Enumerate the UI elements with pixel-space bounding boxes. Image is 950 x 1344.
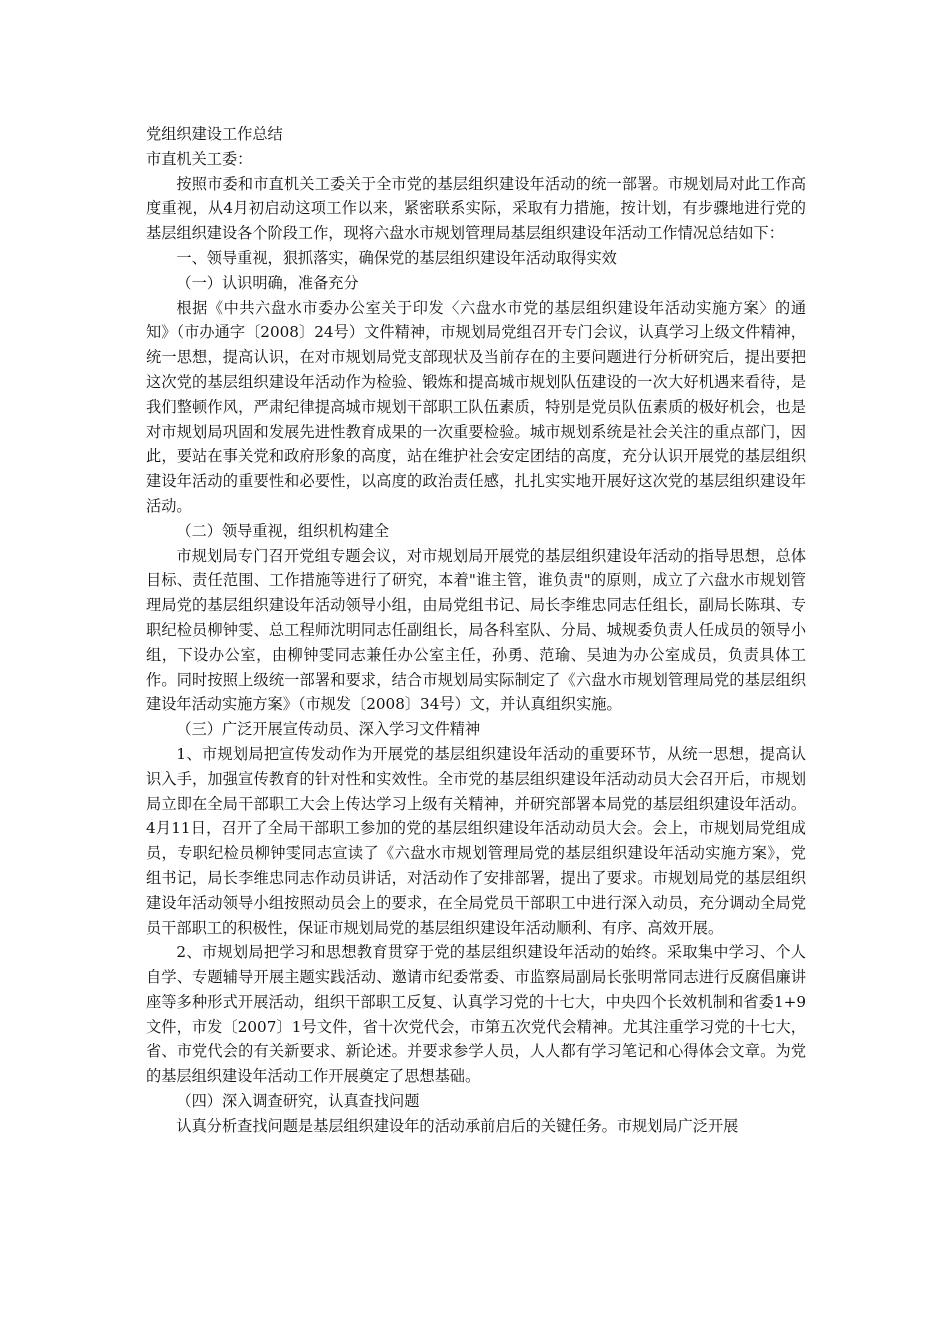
body-paragraph: 根据《中共六盘水市委办公室关于印发〈六盘水市党的基层组织建设年活动实施方案〉的通知》（市办通字〔2008〕24号）文件精神，市规划局党组召开专门会议，认真学习上级文件精神，统一思想，提高认识，在对市规划局党支部现状及当前存在的主要问题进行分析研究后，提出要把这次党的基层组织建设年活动作为检验、锻炼和提高城市规划队伍建设的一次大好机遇来看待，是我们整顿作风，严肃纪律提高城市规划干部职工队伍素质，特别是党员队伍素质的极好机会，也是对市规划局巩固和发展先进性教育成果的一次重要检验。城市规划系统是社会关注的重点部门，因此，要站在事关党和政府形象的高度，站在维护社会安定团结的高度，充分认识开展党的基层组织建设年活动的重要性和必要性，以高度的政治责任感，扎扎实实地开展好这次党的基层组织建设年活动。 xyxy=(146,298,806,515)
salutation: 市直机关工委： xyxy=(146,149,253,168)
section-heading-1: 一、领导重视，狠抓落实，确保党的基层组织建设年活动取得实效 xyxy=(176,248,617,267)
document-body xyxy=(146,122,806,1139)
body-paragraph: 1、市规划局把宣传发动作为开展党的基层组织建设年活动的重要环节，从统一思想，提高认识入手，加强宣传教育的针对性和实效性。全市党的基层组织建设年活动动员大会召开后，市规划局立即在全局干部职工大会上传达学习上级有关精神，并研究部署本局党的基层组织建设年活动。4月11日，召开了全局干部职工参加的党的基层组织建设年活动动员大会。会上，市规划局党组成员，专职纪检员柳钟雯同志宣读了《六盘水市规划管理局党的基层组织建设年活动实施方案》，党组书记，局长李维忠同志作动员讲话，对活动作了安排部署，提出了要求。市规划局党的基层组织建设年活动领导小组按照动员会上的要求，在全局党员干部职工中进行深入动员，充分调动全局党员干部职工的积极性，保证市规划局党的基层组织建设年活动顺利、有序、高效开展。 xyxy=(146,744,806,937)
body-paragraph: 认真分析查找问题是基层组织建设年的活动承前启后的关键任务。市规划局广泛开展 xyxy=(176,1116,739,1135)
body-paragraph: 市规划局专门召开党组专题会议，对市规划局开展党的基层组织建设年活动的指导思想，总体目标、责任范围、工作措施等进行了研究，本着"谁主管，谁负责"的原则，成立了六盘水市规划管理局党的基层组织建设年活动领导小组，由局党组书记、局长李维忠同志任组长，副局长陈琪、专职纪检员柳钟雯、总工程师沈明同志任副组长，局各科室队、分局、城规委负责人任成员的领导小组，下设办公室，由柳钟雯同志兼任办公室主任，孙勇、范瑜、吴迪为办公室成员，负责具体工作。同时按照上级统一部署和要求，结合市规划局实际制定了《六盘水市规划管理局党的基层组织建设年活动实施方案》（市规发〔2008〕34号）文，并认真组织实施。 xyxy=(146,546,806,714)
intro-paragraph: 按照市委和市直机关工委关于全市党的基层组织建设年活动的统一部署。市规划局对此工作高度重视，从4月初启动这项工作以来，紧密联系实际，采取有力措施，按计划，有步骤地进行党的基层组织建设各个阶段工作，现将六盘水市规划管理局基层组织建设年活动工作情况总结如下： xyxy=(146,174,806,243)
subsection-heading-3: （三）广泛开展宣传动员、深入学习文件精神 xyxy=(176,720,481,739)
subsection-heading-2: （二）领导重视，组织机构建全 xyxy=(176,521,390,540)
subsection-heading-1: （一）认识明确，准备充分 xyxy=(176,273,359,292)
document-title: 党组织建设工作总结 xyxy=(146,125,283,143)
body-paragraph: 2、市规划局把学习和思想教育贯穿于党的基层组织建设年活动的始终。采取集中学习、个人自学、专题辅导开展主题实践活动、邀请市纪委常委、市监察局副局长张明常同志进行反腐倡廉讲座等多种形式开展活动，组织干部职工反复、认真学习党的十七大，中央四个长效机制和省委1+9文件，市发〔2007〕1号文件，省十次党代会，市第五次党代会精神。尤其注重学习党的十七大，省、市党代会的有关新要求、新论述。并要求参学人员，人人都有学习笔记和心得体会文章。为党的基层组织建设年活动工作开展奠定了思想基础。 xyxy=(146,943,806,1086)
subsection-heading-4: （四）深入调查研究，认真查找问题 xyxy=(176,1092,420,1111)
